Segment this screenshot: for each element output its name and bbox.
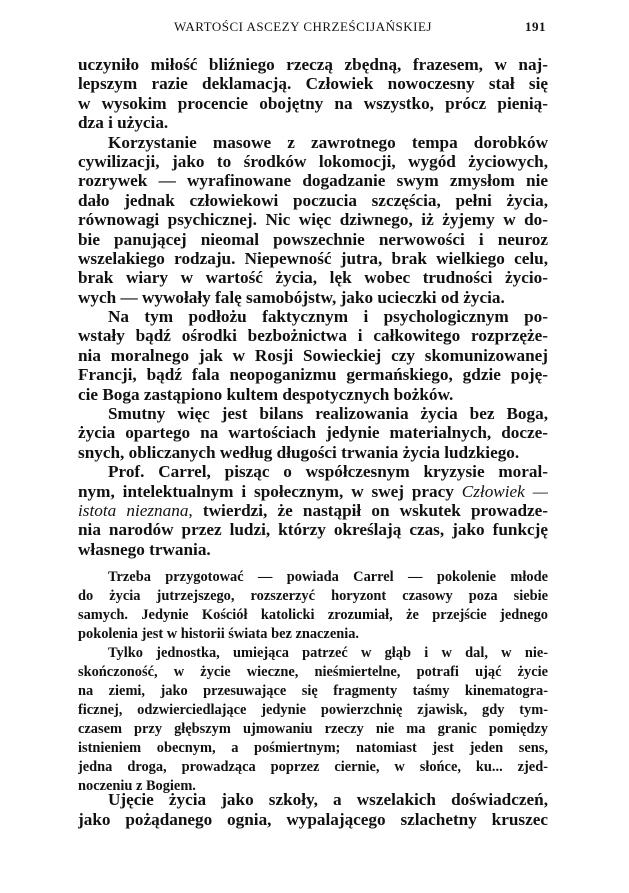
paragraph [78,133,548,308]
text-line [78,482,548,501]
text-line: Korzystanie masowe z zawrotnego tempa dorobków [108,132,548,152]
text-line: rozrywek — wyrafinowane dogadzanie swym zmysłom nie [78,171,548,191]
text-line: pokolenia jest w historii świata bez znaczenia. [78,626,359,642]
continuing-paragraph [78,790,548,829]
text-segment: nym, intelektualnym i społecznym, w swej pracy [78,481,462,501]
text-line: cie Boga zastąpiono kultem despotycznych bożków. [78,384,454,404]
text-line: do życia jutrzejszego, rozszerzyć horyzont czasowy poza siebie [78,588,548,604]
text-line: Smutny więc jest bilans realizowania życia bez Boga, [108,404,548,424]
paragraph [78,568,548,644]
main-text [78,55,548,559]
running-head-title: WARTOŚCI ASCEZY CHRZEŚCIJAŃSKIEJ [174,19,432,34]
text-line: jako pożądanego ognia, wypalającego szlachetny kruszec [78,809,548,829]
page-number: 191 [525,19,546,34]
paragraph [78,404,548,462]
text-line: dało jednak człowiekowi poczucia szczęścia, pełni życia, [78,190,548,210]
text-segment: twierdzi, że nastąpił on wskutek prowadze- [192,500,548,520]
paragraph [78,462,548,559]
paragraph [78,790,548,829]
text-line: Na tym podłożu faktycznym i psychologicznym po- [108,307,548,327]
text-line: noczeniu z Bogiem. [78,778,196,794]
text-line: Tylko jednostka, umiejąca patrzeć w głąb i w dal, w nie- [108,645,548,661]
text-line: własnego trwania. [78,539,211,559]
paragraph [78,644,548,796]
text-line: skończoność, w życie wieczne, nieśmiertelne, potrafi ująć życie [78,664,548,680]
text-line: Trzeba przygotować — powiada Carrel — pokolenie młode [108,569,548,585]
text-line: nia narodów przez ludzi, którzy określają czas, jako funkcję [78,520,548,540]
text-line: w wysokim procencie obojętny na wszystko, prócz pienią- [78,93,548,113]
text-line: Francji, bądź fala neopoganizmu germańskiego, gdzie poję- [78,365,548,385]
text-line: dza i użycia. [78,113,169,133]
text-line: cywilizacji, jako to środków lokomocji, wygód życiowych, [78,151,548,171]
text-line: Ujęcie życia jako szkoły, a wszelakich doświadczeń, [108,790,548,809]
text-line: uczyniło miłość bliźniego rzeczą zbędną, frazesem, w naj- [78,55,548,74]
text-line: wstały bądź ośrodki bezbożnictwa i całkowitego rozprzęże- [78,326,548,346]
text-line: nia moralnego jak w Rosji Sowieckiej czy skomunizowanej [78,345,548,365]
text-line: czasem przy głębszym ujmowaniu rzeczy nie ma granic pomiędzy [78,721,548,737]
text-line: wych — wywołały falę samobójstw, jako ucieczki od życia. [78,287,505,307]
text-line: bie panującej nieomal powszechnie nerwowości i neuroz [78,229,548,249]
text-line: życia opartego na wartościach jedynie materialnych, docze- [78,423,548,443]
paragraph [78,55,548,133]
text-line: równowagi psychicznej. Nic więc dziwnego, iż żyjemy w do- [78,210,548,230]
running-head [78,19,548,39]
text-line: brak wiary w wartość życia, lęk wobec trudności życio- [78,268,548,288]
text-line: samych. Jedynie Kościół katolicki zrozumiał, że przejście jednego [78,607,548,623]
text-line: snych, obliczanych według długości trwania życia ludzkiego. [78,442,520,462]
text-line: wszelakiego rodzaju. Niepewność jutra, brak wielkiego celu, [78,248,548,268]
quotation-block [78,568,548,796]
text-line: istnieniem obecnym, a pośmiertnym; natomiast jest jeden sens, [78,740,548,756]
italic-title: Człowiek — [461,481,548,501]
text-line: ficznej, odzwierciedlające jedynie powierzchnię zjawisk, gdy tym- [78,702,548,718]
text-line: jedna droga, prowadząca poprzez ciernie, w słońce, ku... zjed- [78,759,548,775]
text-line: lepszym razie deklamacją. Człowiek nowoczesny stał się [78,74,548,94]
text-line [78,501,548,520]
paragraph [78,307,548,404]
text-line: na ziemi, jako przesuwające się fragmenty taśmy kinematogra- [78,683,548,699]
text-line: Prof. Carrel, pisząc o współczesnym kryzysie moral- [108,462,548,482]
italic-title: istota nieznana, [78,500,193,520]
